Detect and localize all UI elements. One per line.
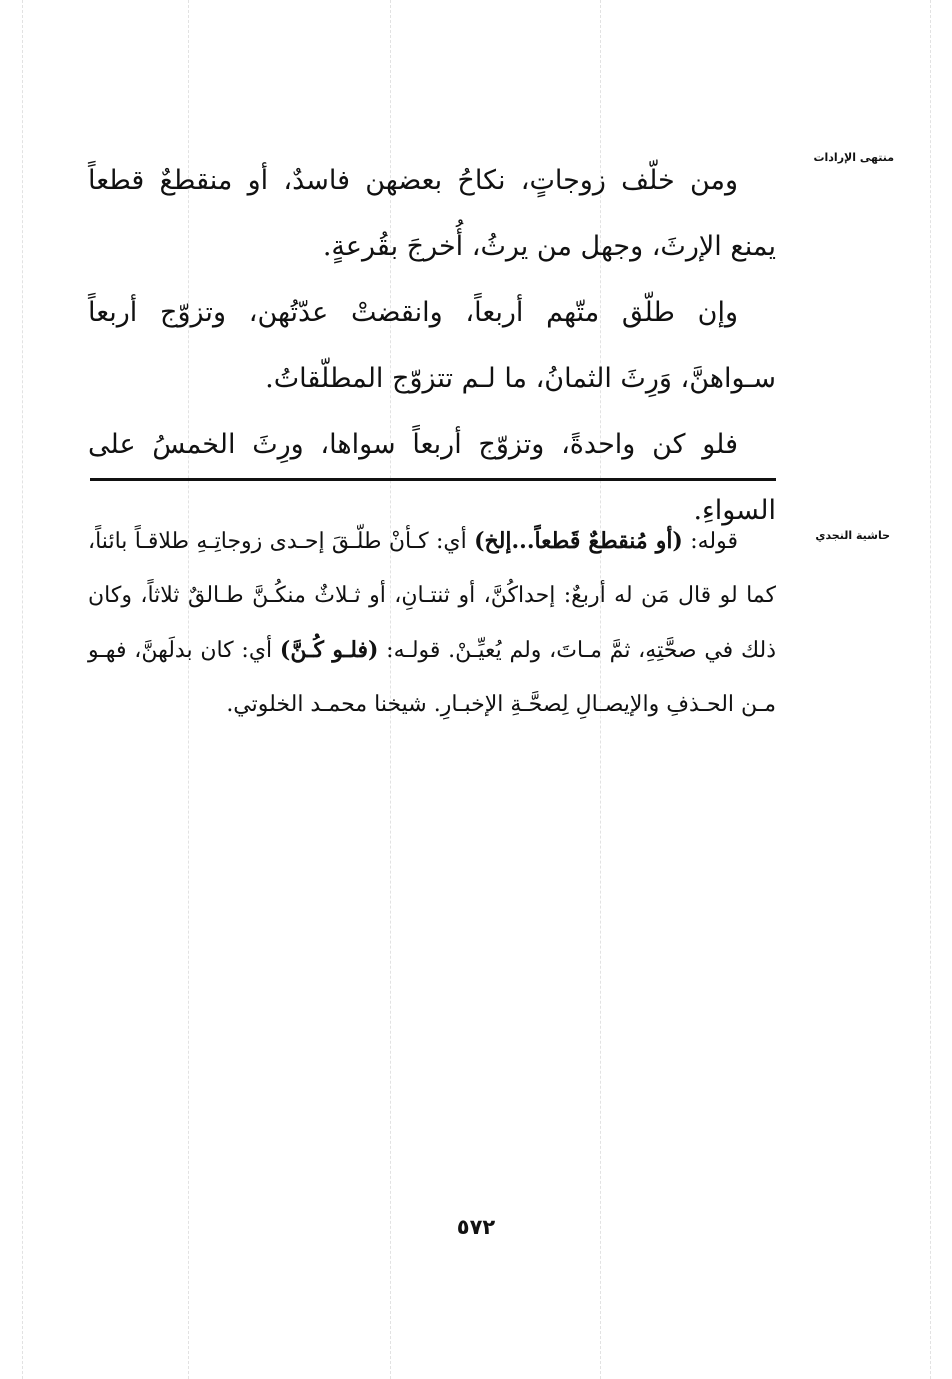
hashiya-text-block: [88, 514, 776, 732]
matn-paragraph: ومن خلّف زوجاتٍ، نكاحُ بعضهن فاسدٌ، أو منقطعٌ قطعاً يمنع الإرثَ، وجهل من يرثُ، أُخرجَ بقُرعةٍ.: [88, 165, 776, 262]
hashiya-side-label: حاشية النجدي: [815, 529, 890, 542]
hashiya-intro: قوله:: [682, 529, 738, 554]
matn-paragraph: وإن طلّق متّهم أربعاً، وانقضتْ عدّتُهن، وتزوّج أربعاً سـواهنَّ، وَرِثَ الثمانُ، ما لـم تتزوّج المطلّقاتُ.: [88, 297, 776, 394]
scan-guide-line: [930, 0, 931, 1379]
hashiya-quote-1: (أو مُنقطعٌ قَطعاً...إلخ): [474, 528, 683, 554]
matn-paragraph: فلو كن واحدةً، وتزوّج أربعاً سواها، ورِثَ الخمسُ على السواءِ.: [88, 429, 776, 526]
scan-guide-line: [22, 0, 23, 1379]
matn-side-label: منتهى الإرادات: [813, 151, 894, 164]
hashiya-text-1: أي: كـأنْ طلّـقَ إحـدى زوجاتِـهِ طلاقـاً بائناً، كما لو قال مَن له أربعٌ: إحداكُنَّ، أو ثنتـانِ، أو ثـلاثٌ منكُـنَّ طـالقٌ ثلاثاً، وكان ذلك في صحَّتِهِ، ثمَّ مـاتَ، ولم يُعيِّـنْ. قولـه:: [88, 529, 776, 663]
matn-text-block: [88, 148, 776, 544]
hashiya-paragraph: [88, 514, 776, 732]
hashiya-text-2: أي: كان بدلَهنَّ، فهـو مـن الحـذفِ والإيصـالِ لِصحَّـةِ الإخبـارِ. شيخنا محمـد الخلوتي.: [88, 638, 776, 717]
section-divider: [90, 478, 776, 481]
hashiya-quote-2: (فلـو كُـنَّ): [279, 637, 379, 663]
page-number: ٥٧٢: [456, 1215, 496, 1239]
